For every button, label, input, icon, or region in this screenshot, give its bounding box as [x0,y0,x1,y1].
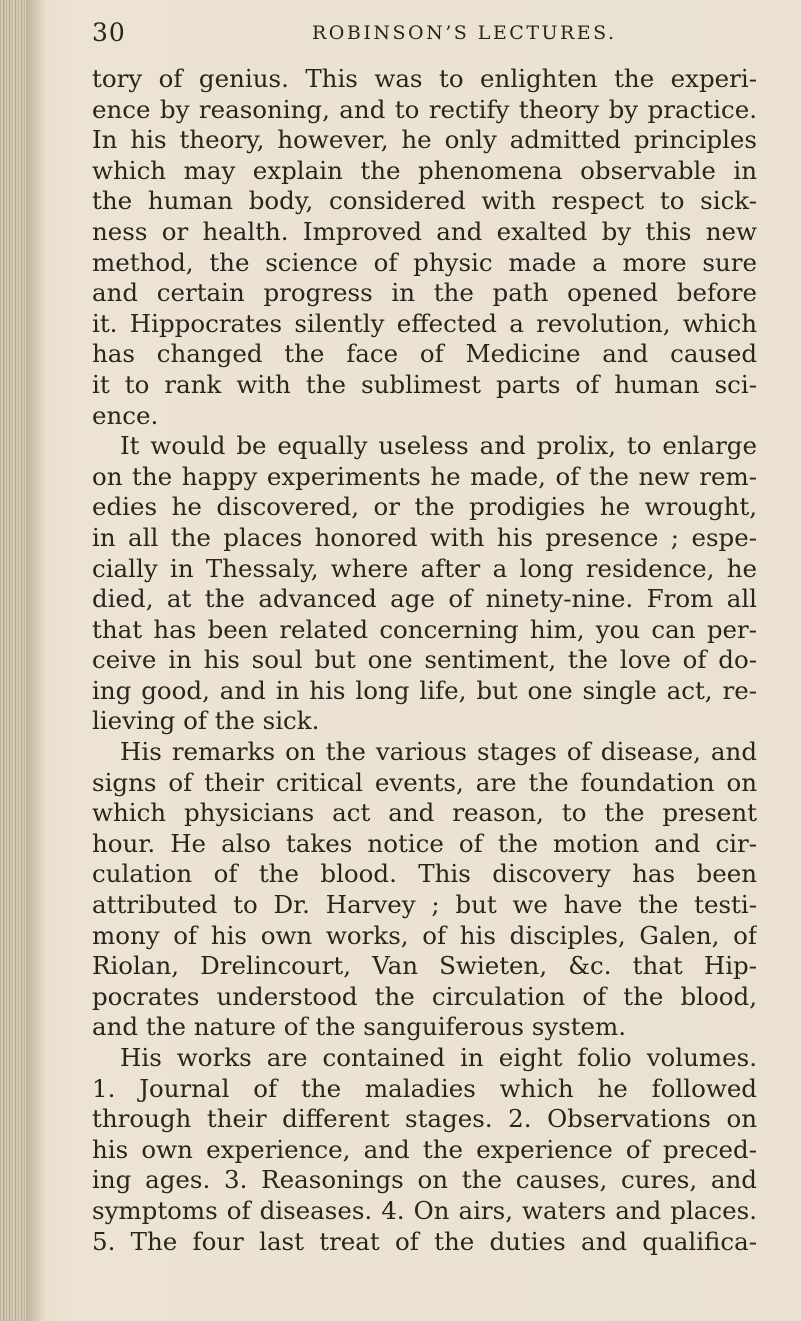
paragraph-end-line: lieving of the sick. [92,706,320,736]
text-line: that has been related concerning him, you can per- [92,614,757,644]
text-line: it. Hippocrates silently effected a revolution, which [92,308,757,338]
text-line: ness or health. Improved and exalted by this new [92,216,757,246]
text-line: and certain progress in the path opened before [92,278,757,308]
text-line: hour. He also takes notice of the motion and cir- [92,828,757,858]
text-line: mony of his own works, of his disciples, Galen, of [92,920,757,950]
text-line: ing good, and in his long life, but one single act, re- [92,675,757,705]
text-line: culation of the blood. This discovery has been [92,859,757,889]
text-line: Riolan, Drelincourt, Van Swieten, &c. that Hip- [92,951,757,981]
text-line: symptoms of diseases. 4. On airs, waters and places. [92,1195,757,1225]
text-line: 5. The four last treat of the duties and qualifica- [92,1226,757,1256]
text-line: through their different stages. 2. Observations on [92,1104,757,1134]
paragraph-start-line: His remarks on the various stages of disease, and [120,737,757,767]
text-line: his own experience, and the experience of preced- [92,1134,757,1164]
text-line: 1. Journal of the maladies which he followed [92,1073,757,1103]
paragraph-start-line: His works are contained in eight folio volumes. [120,1043,757,1072]
text-line: ence by reasoning, and to rectify theory by practice. [92,94,757,124]
body-text [92,64,757,1257]
running-title: ROBINSON’S LECTURES. [312,22,617,44]
text-line: ing ages. 3. Reasonings on the causes, cures, and [92,1165,757,1195]
paragraph-end-line: ence. [92,400,159,430]
text-line: which physicians act and reason, to the present [92,798,757,828]
text-line: In his theory, however, he only admitted principles [92,125,757,155]
page-header [92,18,752,54]
text-line: died, at the advanced age of ninety-nine. From all [92,584,757,614]
text-line: edies he discovered, or the prodigies he wrought, [92,492,757,522]
text-line: in all the places honored with his presence ; espe- [92,522,757,552]
text-line: the human body, considered with respect to sick- [92,186,757,216]
text-line: has changed the face of Medicine and caused [92,339,757,369]
text-line: method, the science of physic made a more sure [92,247,757,277]
text-line: signs of their critical events, are the foundation on [92,767,757,797]
text-line: cially in Thessaly, where after a long residence, he [92,553,757,583]
paragraph-end-line: and the nature of the sanguiferous system. [92,1012,627,1042]
text-line: ceive in his soul but one sentiment, the love of do- [92,645,757,675]
text-line: attributed to Dr. Harvey ; but we have the testi- [92,890,757,920]
text-line: it to rank with the sublimest parts of human sci- [92,369,757,399]
book-gutter-edge [0,0,26,1321]
page-number: 30 [92,18,126,47]
paragraph-start-line: It would be equally useless and prolix, to enlarge [120,431,757,461]
text-line: pocrates understood the circulation of the blood, [92,981,757,1011]
text-line: on the happy experiments he made, of the new rem- [92,461,757,491]
gutter-shadow [26,0,46,1321]
text-line: which may explain the phenomena observable in [92,155,757,185]
text-line: tory of genius. This was to enlighten the experi- [92,64,757,93]
